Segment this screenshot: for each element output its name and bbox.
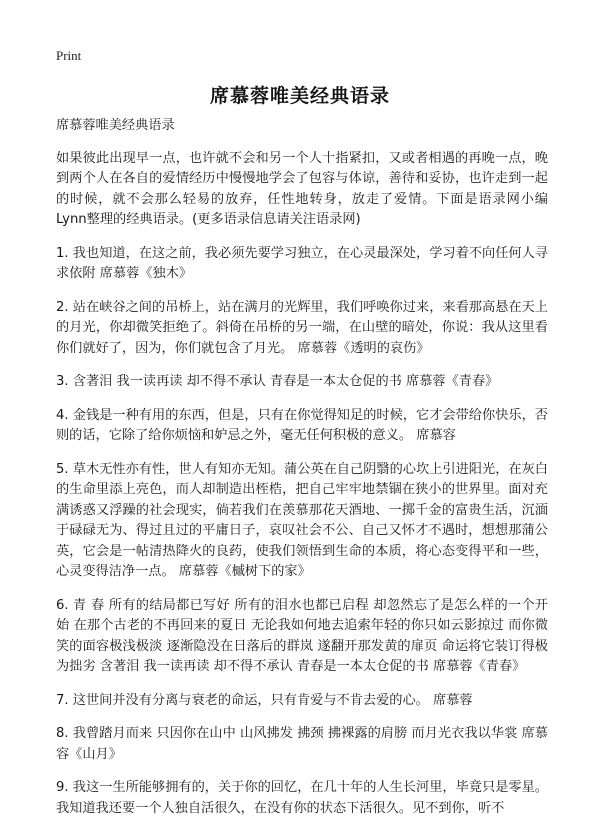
quote-paragraph: 8. 我曾踏月而来 只因你在山中 山风拂发 拂颈 拂裸露的肩膀 而月光衣我以华裳 席慕容《山月》 [56, 726, 548, 762]
quote-paragraph: 6. 青 春 所有的结局都已写好 所有的泪水也都已启程 却忽然忘了是怎么样的一个开始 在那个古老的不再回来的夏日 无论我如何地去追索年轻的你只如云影掠过 而你微笑的面容极浅极淡 逐渐隐没在日落后的群岚 遂翻开那发黄的扉页 命运将它装订得极为拙劣 含著泪 我一读再读 却不得不承认 青春是一本太仓促的书 席慕蓉《青春》 [56, 597, 548, 674]
article-subtitle: 席慕蓉唯美经典语录 [56, 118, 175, 133]
page-title: 席慕蓉唯美经典语录 [209, 85, 390, 107]
quote-paragraph: 1. 我也知道，在这之前，我必须先要学习独立，在心灵最深处，学习着不向任何人寻求依附 席慕蓉《独木》 [56, 245, 548, 281]
quote-paragraph: 7. 这世间并没有分离与衰老的命运，只有肯爱与不肯去爱的心。 席慕蓉 [56, 692, 473, 708]
quote-paragraph: 3. 含著泪 我一读再读 却不得不承认 青春是一本太仓促的书 席慕蓉《青春》 [56, 374, 499, 389]
article-body [56, 116, 548, 828]
quote-paragraph: 4. 金钱是一种有用的东西，但是，只有在你觉得知足的时候，它才会带给你快乐，否则的话，它除了给你烦恼和妒忌之外，毫无任何积极的意义。 席慕容 [56, 407, 548, 443]
print-link[interactable]: Print [56, 48, 82, 63]
quote-paragraph: 2. 站在峡谷之间的吊桥上，站在满月的光辉里，我们呼唤你过来，来看那高悬在天上的月光，你却微笑拒绝了。斜倚在吊桥的另一端，在山壁的暗处，你说：我从这里看你们就好了，因为，你们就包含了月光。 席慕蓉《透明的哀伤》 [56, 299, 548, 356]
intro-paragraph: 如果彼此出现早一点，也许就不会和另一个人十指紧扣，又或者相遇的再晚一点，晚到两个人在各自的爱情经历中慢慢地学会了包容与体谅，善待和妥协，也许走到一起的时候，就不会那么轻易的放弃，任性地转身，放走了爱情。下面是语录网小编Lynn整理的经典语录。(更多语录信息请关注语录网) [56, 150, 548, 227]
quote-paragraph: 9. 我这一生所能够拥有的，关于你的回忆，在几十年的人生长河里，毕竟只是零星。我知道我还要一个人独自活很久，在没有你的状态下活很久。见不到你，听不 [56, 780, 548, 816]
quote-paragraph: 5. 草木无性亦有性，世人有知亦无知。蒲公英在自己阴翳的心坎上引进阳光，在灰白的生命里添上亮色，而人却制造出桎梏，把自己牢牢地禁锢在狭小的世界里。面对充满诱惑又浮躁的社会现实，倘若我们在羡慕那花天酒地、一掷千金的富贵生活，沉湎于碌碌无为、得过且过的平庸日子，哀叹社会不公、自己又怀才不遇时，想想那蒲公英，它会是一帖清热降火的良药，使我们领悟到生命的本质，将心态变得平和一些，心灵变得洁净一点。 席慕蓉《槭树下的家》 [56, 461, 548, 579]
